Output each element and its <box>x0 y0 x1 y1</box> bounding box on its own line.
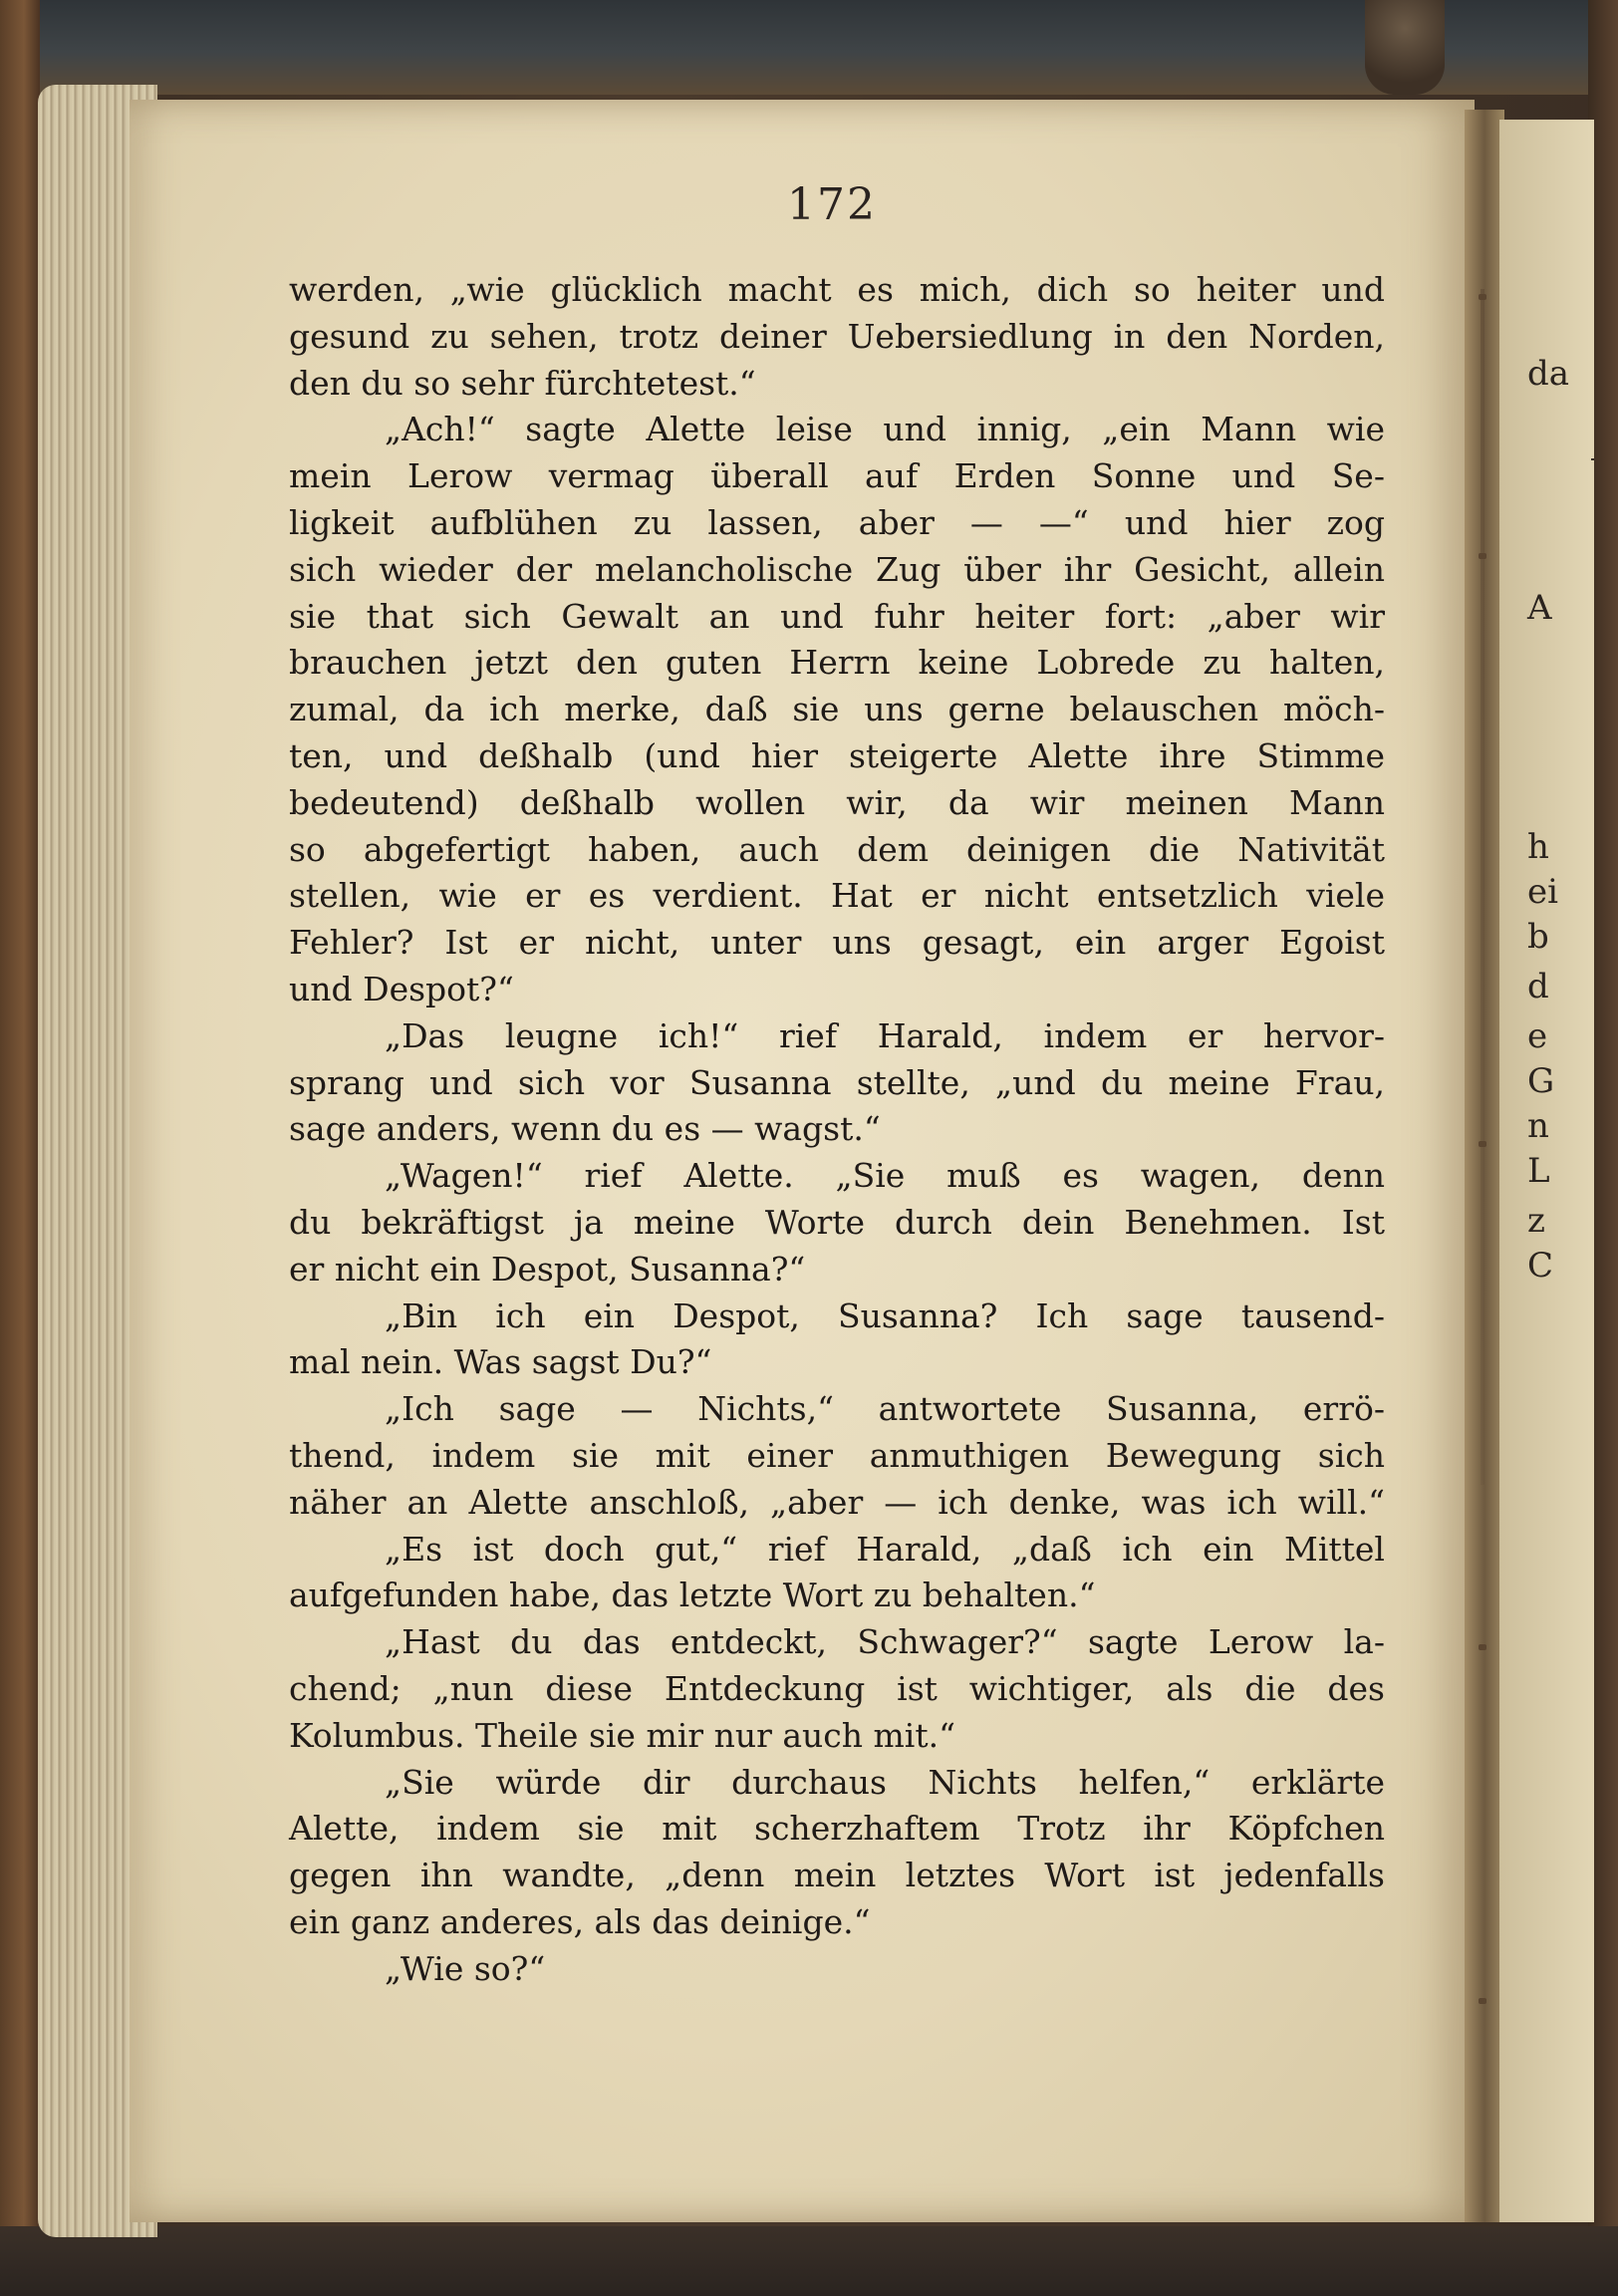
facing-page-fragment: da <box>1527 354 1570 394</box>
text-line: „Wagen!“ rief Alette. „Sie muß es wagen, denn <box>385 1156 1385 1196</box>
facing-page-fragment: h <box>1527 827 1549 867</box>
book-gutter <box>1465 110 1504 2222</box>
text-line: mein Lerow vermag überall auf Erden Sonne und Se- <box>289 456 1385 496</box>
facing-page-fragment: C <box>1527 1246 1554 1286</box>
binding-stitch <box>1479 1998 1486 2004</box>
text-line: „Wie so?“ <box>385 1948 546 1988</box>
facing-page-fragment: n <box>1527 1106 1549 1146</box>
text-line: aufgefunden habe, das letzte Wort zu behalten.“ <box>289 1576 1096 1615</box>
text-line: und Despot?“ <box>289 969 514 1008</box>
text-line: „Es ist doch gut,“ rief Harald, „daß ich ein Mittel <box>385 1529 1385 1569</box>
cover-left-edge <box>0 0 40 2296</box>
text-line: gesund zu sehen, trotz deiner Uebersiedlung in den Norden, <box>289 316 1385 356</box>
facing-page-edge <box>1499 120 1594 2222</box>
text-line: Fehler? Ist er nicht, unter uns gesagt, ein arger Egoist <box>289 923 1385 963</box>
text-line: er nicht ein Despot, Susanna?“ <box>289 1249 806 1289</box>
text-line: ligkeit aufblühen zu lassen, aber — —“ und hier zog <box>289 502 1385 542</box>
facing-page-rule <box>1591 458 1594 460</box>
text-line: ein ganz anderes, als das deinige.“ <box>289 1901 871 1941</box>
facing-page-fragment: L <box>1527 1151 1550 1191</box>
text-line: zumal, da ich merke, daß sie uns gerne belauschen möch- <box>289 690 1385 729</box>
text-line: sprang und sich vor Susanna stellte, „und du meine Frau, <box>289 1062 1385 1102</box>
text-line: bedeutend) deßhalb wollen wir, da wir meinen Mann <box>289 782 1385 822</box>
text-line: brauchen jetzt den guten Herrn keine Lobrede zu halten, <box>289 643 1385 683</box>
facing-page-fragment: e <box>1527 1016 1548 1056</box>
text-line: näher an Alette anschloß, „aber — ich denke, was ich will.“ <box>289 1482 1385 1522</box>
facing-page-fragment: ei <box>1527 872 1558 912</box>
binding-thread <box>1481 289 1484 1485</box>
text-line: „Ach!“ sagte Alette leise und innig, „ein Mann wie <box>385 410 1385 449</box>
text-line: sage anders, wenn du es — wagst.“ <box>289 1109 881 1149</box>
text-line: Alette, indem sie mit scherzhaftem Trotz ihr Köpfchen <box>289 1809 1385 1849</box>
text-line: chend; „nun diese Entdeckung ist wichtiger, als die des <box>289 1668 1385 1708</box>
cover-bottom-edge <box>0 2226 1618 2296</box>
text-line: werden, „wie glücklich macht es mich, dich so heiter und <box>289 270 1385 309</box>
text-line: thend, indem sie mit einer anmuthigen Bewegung sich <box>289 1435 1385 1475</box>
text-line: ten, und deßhalb (und hier steigerte Alette ihre Stimme <box>289 735 1385 775</box>
text-line: sie that sich Gewalt an und fuhr heiter fort: „aber wir <box>289 596 1385 636</box>
text-line: sich wieder der melancholische Zug über ihr Gesicht, allein <box>289 549 1385 589</box>
binding-stitch <box>1479 1644 1486 1650</box>
text-line: du bekräftigst ja meine Worte durch dein Benehmen. Ist <box>289 1202 1385 1242</box>
facing-page-fragment: z <box>1527 1201 1545 1241</box>
binding-stitch <box>1479 294 1486 300</box>
facing-page-fragment: A <box>1527 588 1552 628</box>
text-line: stellen, wie er es verdient. Hat er nicht entsetzlich viele <box>289 876 1385 916</box>
text-line: „Hast du das entdeckt, Schwager?“ sagte Lerow la- <box>385 1622 1385 1662</box>
binding-stitch <box>1479 553 1486 559</box>
page-text <box>289 267 1385 1992</box>
text-line: den du so sehr fürchtetest.“ <box>289 363 756 403</box>
text-line: „Das leugne ich!“ rief Harald, indem er hervor- <box>385 1015 1385 1055</box>
binding-stitch <box>1479 1141 1486 1147</box>
facing-page-fragment: G <box>1527 1061 1555 1101</box>
facing-page-fragment: d <box>1527 967 1549 1006</box>
facing-page-fragment: b <box>1527 917 1549 957</box>
text-line: so abgefertigt haben, auch dem deinigen die Nativität <box>289 829 1385 869</box>
book-clasp <box>1365 0 1445 95</box>
text-line: „Sie würde dir durchaus Nichts helfen,“ erklärte <box>385 1762 1385 1802</box>
text-line: gegen ihn wandte, „denn mein letztes Wort ist jedenfalls <box>289 1856 1385 1895</box>
text-line: Kolumbus. Theile sie mir nur auch mit.“ <box>289 1715 955 1755</box>
text-line: mal nein. Was sagst Du?“ <box>289 1342 712 1382</box>
text-line: „Ich sage — Nichts,“ antwortete Susanna, errö- <box>385 1389 1385 1429</box>
page-number: 172 <box>787 179 877 230</box>
text-line: „Bin ich ein Despot, Susanna? Ich sage tausend- <box>385 1295 1385 1335</box>
